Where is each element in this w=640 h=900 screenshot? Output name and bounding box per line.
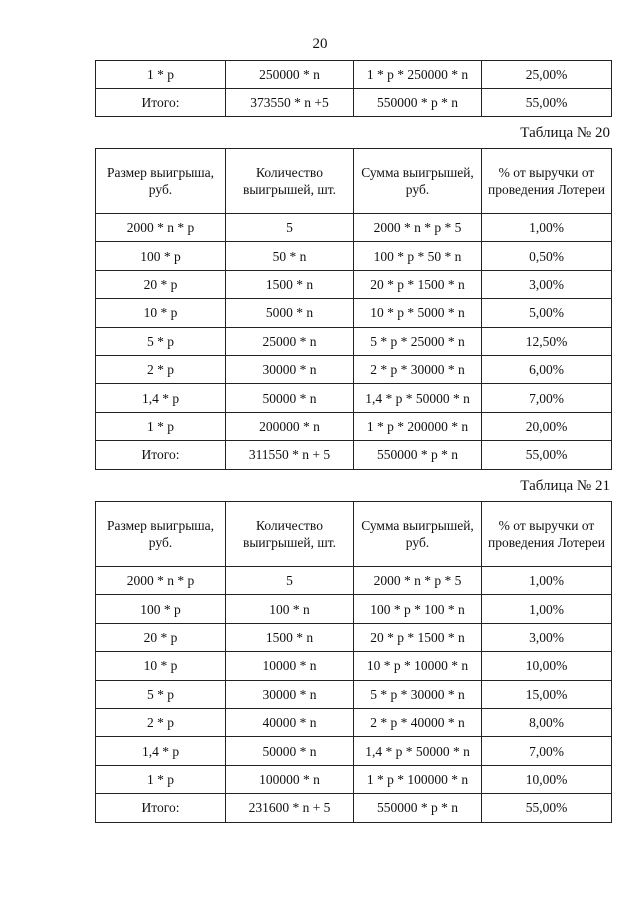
table-21 (95, 501, 612, 823)
prize-count-cell: 311550 * n + 5 (226, 441, 354, 469)
top-table-continuation (95, 60, 612, 117)
table-row (96, 567, 612, 595)
table-row (96, 61, 612, 89)
table-row (96, 242, 612, 270)
revenue-percent-cell: 8,00% (482, 708, 612, 736)
prize-count-cell: 100000 * n (226, 765, 354, 793)
prize-size-cell: 5 * p (96, 327, 226, 355)
prize-count-cell: 30000 * n (226, 680, 354, 708)
prize-count-cell: 1500 * n (226, 270, 354, 298)
prize-count-cell: 10000 * n (226, 652, 354, 680)
table-21-caption: Таблица № 21 (520, 478, 610, 494)
revenue-percent-cell: 20,00% (482, 412, 612, 440)
prize-count-cell: 5 (226, 567, 354, 595)
table-row (96, 384, 612, 412)
revenue-percent-cell: 10,00% (482, 765, 612, 793)
prize-count-cell: 100 * n (226, 595, 354, 623)
prize-size-cell: 5 * p (96, 680, 226, 708)
prize-size-cell: 2 * p (96, 355, 226, 383)
revenue-percent-cell: 55,00% (482, 794, 612, 822)
prize-count-cell: 5 (226, 214, 354, 242)
prize-sum-cell: 2000 * n * p * 5 (354, 567, 482, 595)
prize-count-cell: 50000 * n (226, 384, 354, 412)
table-row (96, 708, 612, 736)
prize-size-cell: 2000 * n * p (96, 567, 226, 595)
revenue-percent-cell: 15,00% (482, 680, 612, 708)
prize-count-cell: 200000 * n (226, 412, 354, 440)
revenue-percent-cell: 12,50% (482, 327, 612, 355)
prize-sum-cell: 10 * p * 10000 * n (354, 652, 482, 680)
revenue-percent-cell: 55,00% (482, 441, 612, 469)
table-row (96, 214, 612, 242)
prize-sum-cell: 100 * p * 50 * n (354, 242, 482, 270)
table-row (96, 595, 612, 623)
prize-count-cell: 1500 * n (226, 623, 354, 651)
table-20-caption: Таблица № 20 (520, 125, 610, 141)
prize-count-cell: 50 * n (226, 242, 354, 270)
prize-count-cell: 50000 * n (226, 737, 354, 765)
prize-sum-cell: 550000 * p * n (354, 89, 482, 117)
header-prize-count: Количество выигрышей, шт. (226, 149, 354, 214)
prize-size-cell: 1,4 * p (96, 384, 226, 412)
table-row (96, 412, 612, 440)
revenue-percent-cell: 7,00% (482, 737, 612, 765)
prize-sum-cell: 2 * p * 40000 * n (354, 708, 482, 736)
revenue-percent-cell: 25,00% (482, 61, 612, 89)
prize-sum-cell: 2000 * n * p * 5 (354, 214, 482, 242)
revenue-percent-cell: 3,00% (482, 623, 612, 651)
table-row (96, 737, 612, 765)
prize-count-cell: 250000 * n (226, 61, 354, 89)
prize-size-cell: 100 * p (96, 242, 226, 270)
revenue-percent-cell: 10,00% (482, 652, 612, 680)
prize-sum-cell: 1 * p * 100000 * n (354, 765, 482, 793)
revenue-percent-cell: 1,00% (482, 214, 612, 242)
prize-size-cell: 10 * p (96, 299, 226, 327)
prize-sum-cell: 20 * p * 1500 * n (354, 623, 482, 651)
prize-sum-cell: 1,4 * p * 50000 * n (354, 737, 482, 765)
table-total-row (96, 441, 612, 469)
prize-size-cell: 20 * p (96, 623, 226, 651)
header-prize-size: Размер выигрыша, руб. (96, 502, 226, 567)
table-row (96, 270, 612, 298)
revenue-percent-cell: 7,00% (482, 384, 612, 412)
header-prize-sum: Сумма выигрышей, руб. (354, 502, 482, 567)
table-total-row (96, 89, 612, 117)
prize-count-cell: 40000 * n (226, 708, 354, 736)
header-prize-size: Размер выигрыша, руб. (96, 149, 226, 214)
prize-size-cell: Итого: (96, 89, 226, 117)
header-revenue-percent: % от выручки от проведения Лотереи (482, 149, 612, 214)
prize-sum-cell: 2 * p * 30000 * n (354, 355, 482, 383)
prize-sum-cell: 1 * p * 200000 * n (354, 412, 482, 440)
header-prize-sum: Сумма выигрышей, руб. (354, 149, 482, 214)
prize-size-cell: 1 * p (96, 412, 226, 440)
table-total-row (96, 794, 612, 822)
prize-size-cell: 1,4 * p (96, 737, 226, 765)
prize-size-cell: 100 * p (96, 595, 226, 623)
prize-sum-cell: 100 * p * 100 * n (354, 595, 482, 623)
revenue-percent-cell: 6,00% (482, 355, 612, 383)
prize-size-cell: Итого: (96, 794, 226, 822)
prize-sum-cell: 550000 * p * n (354, 794, 482, 822)
revenue-percent-cell: 3,00% (482, 270, 612, 298)
table-20 (95, 148, 612, 470)
prize-count-cell: 231600 * n + 5 (226, 794, 354, 822)
prize-sum-cell: 5 * p * 25000 * n (354, 327, 482, 355)
table-row (96, 652, 612, 680)
prize-sum-cell: 550000 * p * n (354, 441, 482, 469)
prize-sum-cell: 10 * p * 5000 * n (354, 299, 482, 327)
prize-size-cell: Итого: (96, 441, 226, 469)
prize-sum-cell: 1,4 * p * 50000 * n (354, 384, 482, 412)
prize-sum-cell: 20 * p * 1500 * n (354, 270, 482, 298)
table-row (96, 327, 612, 355)
prize-size-cell: 10 * p (96, 652, 226, 680)
table-row (96, 623, 612, 651)
prize-size-cell: 2000 * n * p (96, 214, 226, 242)
page-number: 20 (312, 36, 328, 52)
table-row (96, 765, 612, 793)
prize-sum-cell: 5 * p * 30000 * n (354, 680, 482, 708)
prize-size-cell: 2 * p (96, 708, 226, 736)
revenue-percent-cell: 5,00% (482, 299, 612, 327)
table-row (96, 355, 612, 383)
table-header-row (96, 502, 612, 567)
prize-count-cell: 373550 * n +5 (226, 89, 354, 117)
prize-sum-cell: 1 * p * 250000 * n (354, 61, 482, 89)
table-row (96, 680, 612, 708)
revenue-percent-cell: 0,50% (482, 242, 612, 270)
prize-size-cell: 1 * p (96, 61, 226, 89)
prize-size-cell: 1 * p (96, 765, 226, 793)
revenue-percent-cell: 1,00% (482, 567, 612, 595)
table-header-row (96, 149, 612, 214)
revenue-percent-cell: 55,00% (482, 89, 612, 117)
prize-count-cell: 25000 * n (226, 327, 354, 355)
table-row (96, 299, 612, 327)
header-revenue-percent: % от выручки от проведения Лотереи (482, 502, 612, 567)
header-prize-count: Количество выигрышей, шт. (226, 502, 354, 567)
prize-count-cell: 30000 * n (226, 355, 354, 383)
revenue-percent-cell: 1,00% (482, 595, 612, 623)
prize-count-cell: 5000 * n (226, 299, 354, 327)
prize-size-cell: 20 * p (96, 270, 226, 298)
